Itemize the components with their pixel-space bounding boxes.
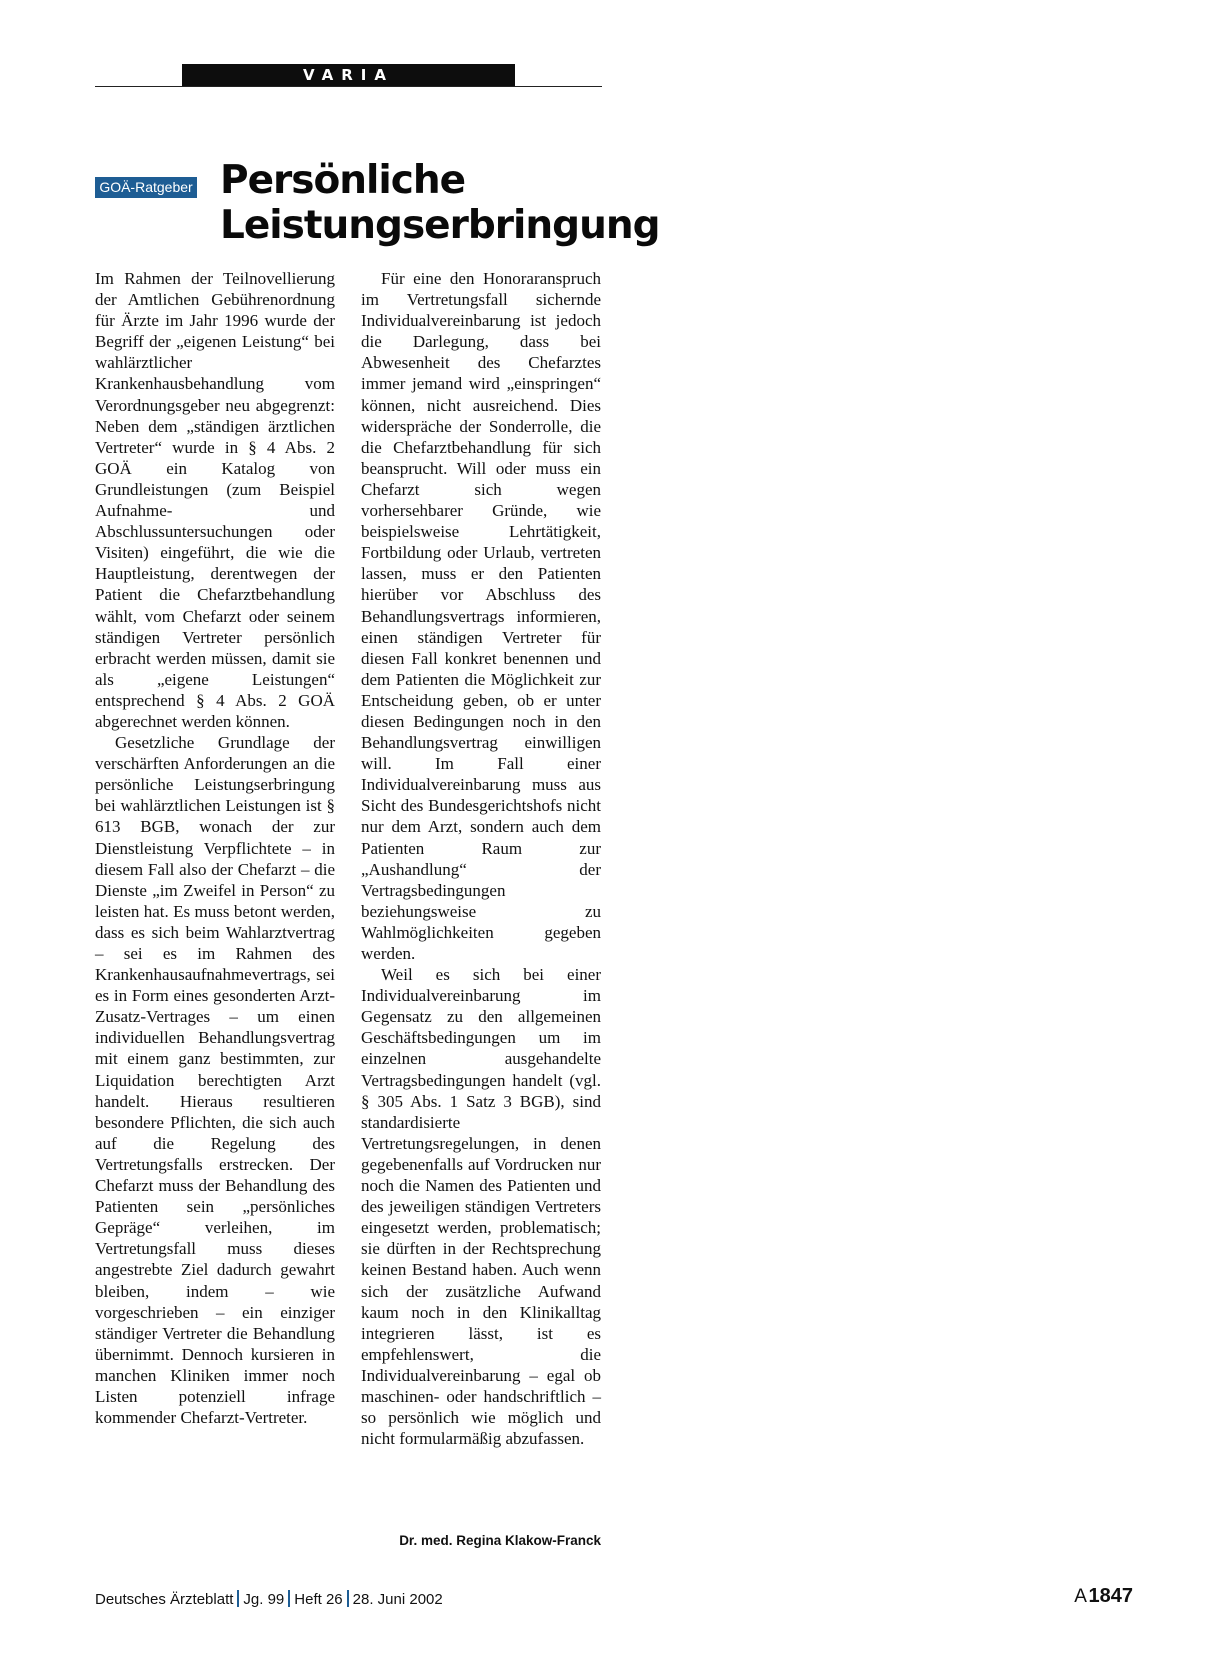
footer-citation xyxy=(95,1590,443,1608)
issue-date: 28. Juni 2002 xyxy=(352,1591,443,1608)
article-title xyxy=(220,158,660,248)
paragraph: Für eine den Honoraranspruch im Vertretungsfall sichernde Individualvereinbarung ist jedoch die Darlegung, dass bei Abwesenheit des Chefarztes immer jemand wird „einspringen“ können, nicht ausreichend. Dies widerspräche der Sonderrolle, die die Chefarztbehandlung für sich beansprucht. Will oder muss ein Chefarzt sich wegen vorhersehbarer Gründe, wie beispielsweise Lehrtätigkeit, Fortbildung oder Urlaub, vertreten lassen, muss er den Patienten hierüber vor Abschluss des Behandlungsvertrags informieren, einen ständigen Vertreter für diesen Fall konkret benennen und dem Patienten die Möglichkeit zur Entscheidung geben, ob er unter diesen Bedingungen noch in den Behandlungsvertrag einwilligen will. Im Fall einer Individualvereinbarung muss aus Sicht des Bundesgerichtshofs nicht nur dem Arzt, sondern auch dem Patienten Raum zur „Aushandlung“ der Vertragsbedingungen beziehungsweise zu Wahlmöglichkeiten gegeben werden. xyxy=(361,269,601,963)
issue: Heft 26 xyxy=(294,1591,343,1608)
author-byline: Dr. med. Regina Klakow-Franck xyxy=(399,1533,601,1548)
section-header-varia: VARIA xyxy=(182,64,515,86)
article-column-left xyxy=(95,268,335,1428)
paragraph: Gesetzliche Grundlage der verschärften Anforderungen an die persönliche Leistungserbringung bei wahlärztlichen Leistungen ist § 613 BGB, wonach der zur Dienstleistung Verpflichtete – in diesem Fall also der Chefarzt – die Dienste „im Zweifel in Person“ zu leisten hat. Es muss betont werden, dass es sich beim Wahlarztvertrag – sei es im Rahmen des Krankenhausaufnahmevertrags, sei es in Form eines gesonderten Arzt-Zusatz-Vertrages – um einen individuellen Behandlungsvertrag mit einem ganz bestimmten, zur Liquidation berechtigten Arzt handelt. Hieraus resultieren besondere Pflichten, die sich auch auf die Regelung des Vertretungsfalls erstrecken. Der Chefarzt muss der Behandlung des Patienten sein „persönliches Gepräge“ verleihen, im Vertretungsfall muss dieses angestrebte Ziel dadurch gewahrt bleiben, indem – wie vorgeschrieben – ein einziger ständiger Vertreter die Behandlung übernimmt. Dennoch kursieren in manchen Kliniken immer noch Listen potenziell infrage kommender Chefarzt-Vertreter. xyxy=(95,733,335,1428)
journal-name: Deutsches Ärzteblatt xyxy=(95,1591,234,1608)
paragraph: Im Rahmen der Teilnovellierung der Amtlichen Gebührenordnung für Ärzte im Jahr 1996 wurde der Begriff der „eigenen Leistung“ bei wahlärztlicher Krankenhausbehandlung vom Verordnungsgeber neu abgegrenzt: Neben dem „ständigen ärztlichen Vertreter“ wurde in § 4 Abs. 2 GOÄ ein Katalog von Grundleistungen (zum Beispiel Aufnahme- und Abschlussuntersuchungen oder Visiten) eingeführt, die wie die Hauptleistung, derentwegen der Patient die Chefarztbehandlung wählt, vom Chefarzt oder seinem ständigen Vertreter persönlich erbracht werden müssen, damit sie als „eigene Leistungen“ entsprechend § 4 Abs. 2 GOÄ abgerechnet werden können. xyxy=(95,269,335,731)
page-number xyxy=(1074,1585,1133,1608)
section-rule xyxy=(95,86,602,87)
paragraph: Weil es sich bei einer Individualvereinbarung im Gegensatz zu den allgemeinen Geschäftsbedingungen um im einzelnen ausgehandelte Vertragsbedingungen handelt (vgl. § 305 Abs. 1 Satz 3 BGB), sind standardisierte Vertretungsregelungen, in denen gegebenenfalls auf Vordrucken nur noch die Namen des Patienten und des jeweiligen ständigen Vertreters eingesetzt werden, problematisch; sie dürften in der Rechtsprechung keinen Bestand haben. Auch wenn sich der zusätzliche Aufwand kaum noch in den Klinikalltag integrieren lässt, ist es empfehlenswert, die Individualvereinbarung – egal ob maschinen- oder handschriftlich – so persönlich wie möglich und nicht formularmäßig abzufassen. xyxy=(361,965,601,1449)
title-line-2: Leistungserbringung xyxy=(220,203,660,248)
separator xyxy=(237,1590,239,1607)
page-number-value: 1847 xyxy=(1088,1585,1133,1607)
article-column-right xyxy=(361,268,601,1449)
separator xyxy=(288,1590,290,1607)
page-prefix: A xyxy=(1074,1586,1087,1607)
separator xyxy=(347,1590,349,1607)
category-tag: GOÄ-Ratgeber xyxy=(95,177,197,198)
volume: Jg. 99 xyxy=(243,1591,285,1608)
title-line-1: Persönliche xyxy=(220,158,466,203)
